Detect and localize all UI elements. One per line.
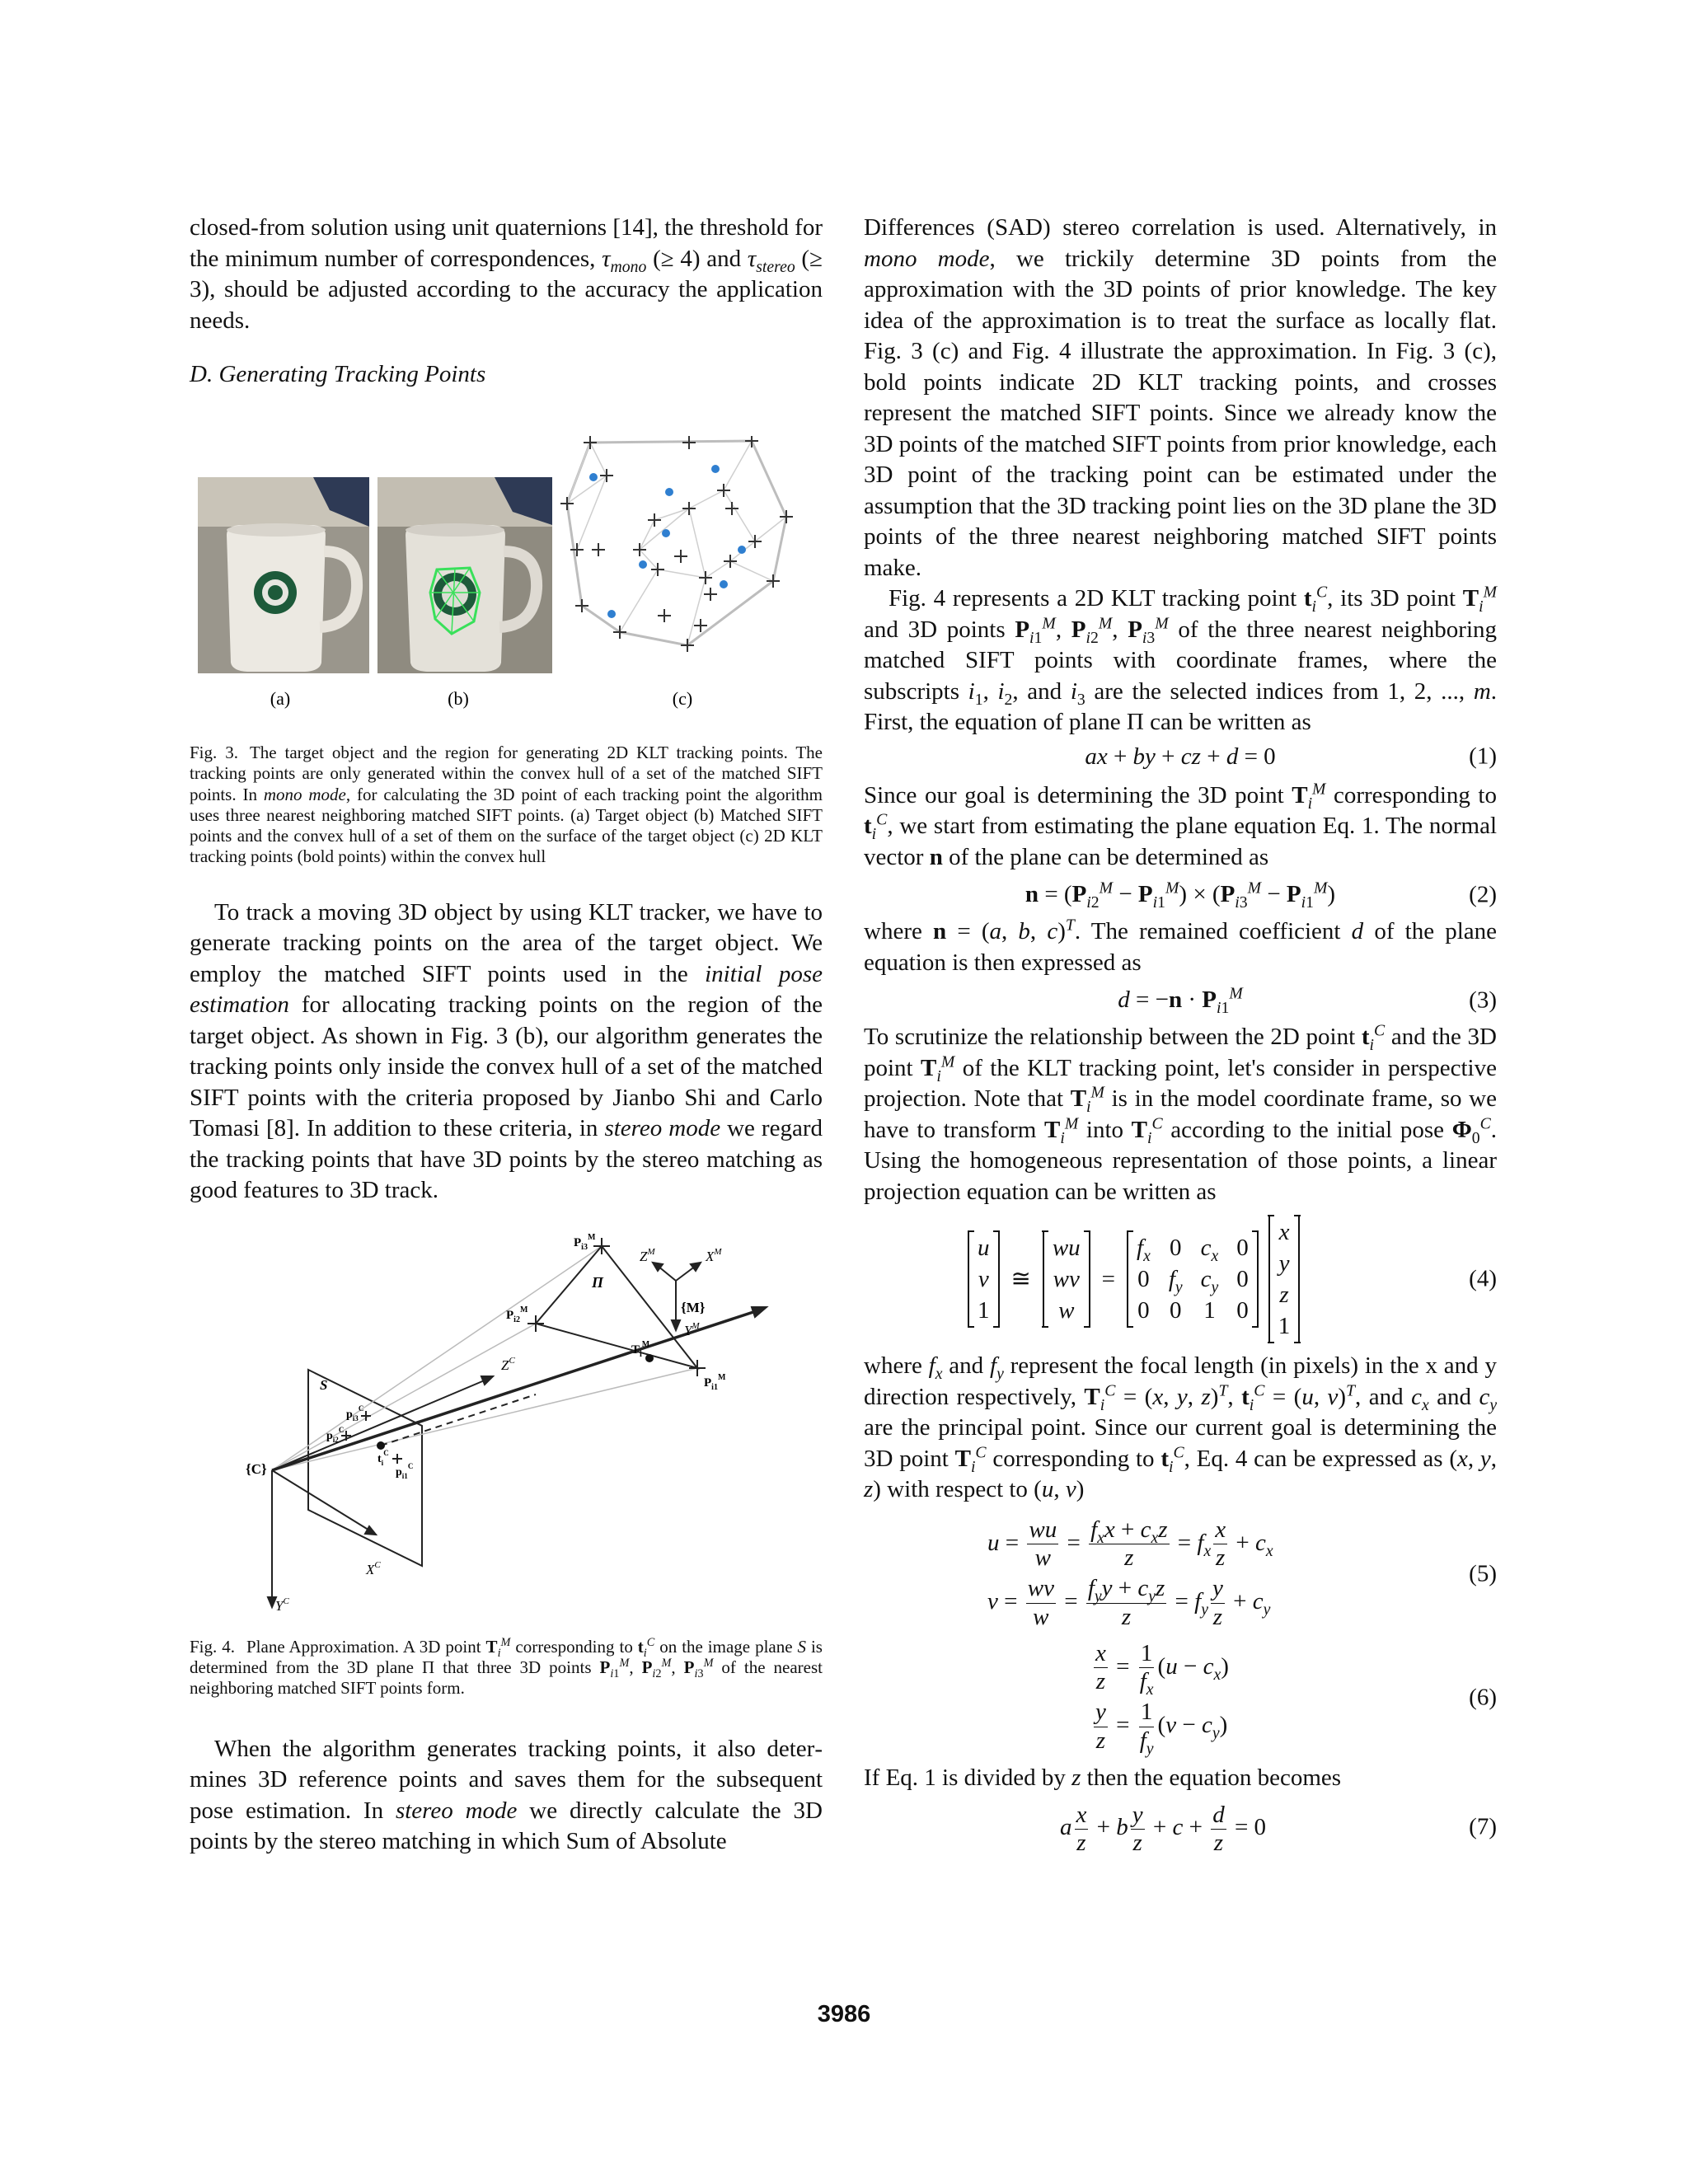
figure-4-graphic bbox=[190, 1230, 823, 1624]
right-column bbox=[864, 213, 1497, 1858]
label-xm: $X^M$ bbox=[706, 1246, 722, 1264]
equation-3: $d = -n \cdot P_{i1}^M$ (3) bbox=[1118, 984, 1497, 1017]
equation-4-number: (4) bbox=[1469, 1265, 1497, 1292]
label-p-i1-image: $p_{i1}^C$ bbox=[396, 1461, 414, 1480]
left-paragraph-1: closed-from solution using unit quaternions [14], the threshold for the minimum number of correspondences, $\tau_{mono}$ (≥ 4) and $\tau_{stereo}$ (≥ 3), should be adjusted according to the accuracy the application needs. bbox=[190, 214, 823, 334]
left-column bbox=[190, 213, 823, 1858]
label-zm: $Z^M$ bbox=[640, 1246, 655, 1264]
figure-3-caption: Fig. 3. The target object and the region for generating 2D KLT tracking points. The tracking points are only generated within the convex hull of a set of the matched SIFT points. In mono mode, for calculating the 3D point of each tracking point the algorithm uses three nearest neighboring matched SIFT points. (a) Target object (b) Matched SIFT points and the convex hull of a set of them on the surface of the target object (c) 2D KLT tracking points (bold points) within the convex hull bbox=[190, 743, 823, 867]
label-plane-pi: Π bbox=[592, 1273, 604, 1291]
image-plane-s bbox=[308, 1370, 422, 1566]
right-paragraph-3: Since our goal is determining the 3D point $T_i^M$ corresponding to $t_i^C$, we start from estimating the plane equation Eq. 1. The normal vector n of the plane can be determined as bbox=[864, 779, 1497, 870]
fig3-label-b: (b) bbox=[448, 688, 469, 709]
label-t-i: $T_i^M$ bbox=[631, 1339, 650, 1359]
equation-2-number: (2) bbox=[1469, 881, 1497, 907]
figure-3-graphic bbox=[190, 436, 823, 715]
equation-6-number: (6) bbox=[1469, 1684, 1497, 1710]
label-frame-c: {C} bbox=[246, 1460, 267, 1477]
page-number: 3986 bbox=[817, 2001, 871, 2027]
label-frame-m: {M} bbox=[681, 1299, 706, 1315]
equation-5-number: (5) bbox=[1469, 1560, 1497, 1586]
equation-6: $\frac{x}{z}$ = $\frac{1}{f_x}$ $(u - c_x)$ $\frac{y}{z}$ = $\frac{1}{f_y}$ $(v - c_y)$ (6) bbox=[1095, 1640, 1497, 1758]
right-paragraph-1: Differences (SAD) stereo correlation is used. Alternatively, in mono mode, we trickily determine 3D points from the approximation with the 3D points of prior knowledge. The key idea of the approximation is to treat the surface as locally flat. Fig. 3 (c) and Fig. 4 illustrate the approximation. In Fig. 3 (c), bold points indicate 2D KLT tracking points, and crosses represent the matched SIFT points. Since we already know the 3D points of the matched SIFT points from prior knowledge, each 3D point of the tracking point can be estimated under the assumption that the 3D tracking point lies on the 3D plane the 3D points of the three nearest neighboring matched SIFT points make. bbox=[864, 214, 1497, 581]
fig3-label-c: (c) bbox=[672, 688, 693, 709]
figure-4-caption: Fig. 4. Plane Approximation. A 3D point $T_i^M$ corresponding to $t_i^C$ on the image plane S is determined from the 3D plane Π that three 3D points $P_{i1}^M$, $P_{i2}^M$, $P_{i3}^M$ of the nearest neighboring matched SIFT points form. bbox=[190, 1635, 823, 1699]
figure-4 bbox=[190, 1230, 823, 1624]
equation-3-number: (3) bbox=[1469, 987, 1497, 1013]
equation-5: u = $\frac{wu}{w}$ = $\frac{f_xx + c_xz}{z}$ = $f_x$ $\frac{x}{z}$ + $c_x$ v = $\frac{wv}{w}$ = $\frac{f_yy + c_yz}{z}$ = $f_y$ $\frac{y}{z}$ + $c_y$ (5) bbox=[987, 1516, 1497, 1630]
label-p-i3: $P_{i3}^M$ bbox=[574, 1232, 596, 1252]
label-yc: $Y^C$ bbox=[275, 1596, 289, 1614]
label-s: S bbox=[320, 1376, 328, 1393]
equation-7: a $\frac{x}{z}$ + b $\frac{y}{z}$ + c + $\frac{d}{z}$ = 0 (7) bbox=[1060, 1801, 1497, 1856]
right-paragraph-5: To scrutinize the relationship between the 2D point $t_i^C$ and the 3D point $T_i^M$ of the KLT tracking point, let's consider in perspective projection. Note that $T_i^M$ is in the model coordinate frame, so we have to transform $T_i^M$ into $T_i^C$ according to the initial pose $\Phi_0^C$. Using the homogeneous representation of those points, a linear projection equation can be written as bbox=[864, 1021, 1497, 1205]
label-p-i2-image: $p_{i2}^C$ bbox=[326, 1425, 345, 1444]
equation-1-number: (1) bbox=[1469, 743, 1497, 770]
label-zc: $Z^C$ bbox=[501, 1355, 515, 1373]
fig3-label-a: (a) bbox=[270, 688, 291, 709]
label-p-i2: $P_{i2}^M$ bbox=[506, 1305, 528, 1324]
fig3a-mug-photo bbox=[198, 477, 369, 673]
left-paragraph-2: To track a moving 3D object by using KLT tracker, we have to generate tracking points on the area of the target object. We employ the matched SIFT points used in the initial pose estimation for allocating tracking points on the region of the target object. As shown in Fig. 3 (b), our algorithm generates the tracking points only inside the convex hull of a set of the matched SIFT points with the criteria proposed by Jianbo Shi and Carlo Tomasi [8]. In addition to these criteria, in stereo mode we regard the tracking points that have 3D points by the stereo matching as good features to 3D track. bbox=[190, 898, 823, 1204]
equation-2: $n = (P_{i2}^M - P_{i1}^M) \times (P_{i3}^M - P_{i1}^M)$ (2) bbox=[1025, 879, 1497, 912]
equation-1: ax + by + cz + d = 0 (1) bbox=[864, 742, 1497, 772]
equation-7-number: (7) bbox=[1469, 1813, 1497, 1840]
label-p-i3-image: $p_{i3}^C$ bbox=[346, 1404, 364, 1422]
label-t-i-image: $t_i^C$ bbox=[377, 1448, 389, 1467]
label-p-i1: $P_{i1}^M$ bbox=[704, 1372, 726, 1392]
right-paragraph-6: where $f_x$ and $f_y$ represent the focal length (in pixels) in the x and y direction respectively, $T_i^C = (x$, y, z)$^T$, $t_i^C = (u$, v)$^T$, and $c_x$ and $c_y$ are the principal point. Since our current goal is determining the 3D point $T_i^C$ corresponding to $t_i^C$, Eq. 4 can be expressed as (x, y, z) with respect to (u, v) bbox=[864, 1352, 1498, 1502]
klt-tracking-points bbox=[589, 465, 746, 618]
right-paragraph-7: If Eq. 1 is divided by z then the equation becomes bbox=[864, 1764, 1342, 1791]
figure-3 bbox=[190, 436, 823, 715]
section-heading: D. Generating Tracking Points bbox=[190, 361, 486, 387]
equation-4: u v 1 ≅ wu wv w = $f_x$ 0 $c_x$ 0 0 $f_y$ $c_y$ 0 0 0 1 0 x y z 1 (4) bbox=[864, 1217, 1497, 1341]
right-paragraph-4: where n = (a, b, c)$^T$. The remained coefficient d of the plane equation is then expressed as bbox=[864, 916, 1498, 976]
sift-cross-marks bbox=[560, 436, 793, 652]
label-ym: $Y^M$ bbox=[684, 1320, 700, 1338]
label-xc: $X^C$ bbox=[366, 1559, 381, 1577]
left-paragraph-3: When the algorithm generates tracking points, it also determines 3D reference points and saves them for the subsequent pose estimation. In stereo mode we directly calculate the 3D points by the stereo matching in which Sum of Absolute bbox=[190, 1735, 823, 1855]
fig3c-tracking-diagram bbox=[560, 436, 793, 652]
right-paragraph-2: Fig. 4 represents a 2D KLT tracking point $t_i^C$, its 3D point $T_i^M$ and 3D points $P_{i1}^M$, $P_{i2}^M$, $P_{i3}^M$ of the three nearest neighboring matched SIFT points with coordinate frames, where the subscripts $i_1$, $i_2$, and $i_3$ are the selected indices from 1, 2, ..., m. First, the equation of plane Π can be written as bbox=[864, 583, 1498, 735]
fig3b-mug-photo bbox=[377, 477, 552, 673]
plane-pi bbox=[536, 1246, 697, 1368]
